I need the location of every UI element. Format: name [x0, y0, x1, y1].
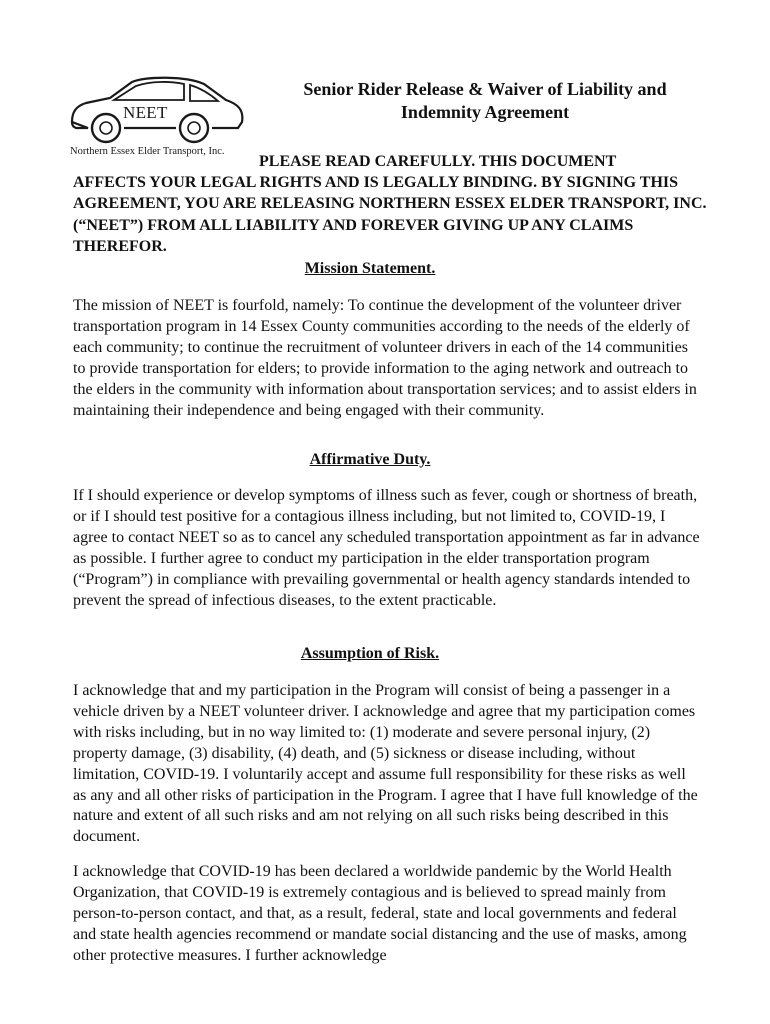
mission-paragraph: The mission of NEET is fourfold, namely: To continue the development of the volunteer driver transportation program in 14 Essex County communities according to the needs of the elderly of each community; to continue the recruitment of volunteer drivers in each of the 14 communities to provide transportation for elders; to provide information to the aging network and outreach to the elders in the community with information about transportation services; and to assist elders in maintaining their independence and being engaged with their community. [73, 297, 697, 419]
logo-caption: Northern Essex Elder Transport, Inc. [70, 146, 225, 157]
assumption-of-risk-paragraph-2: I acknowledge that COVID-19 has been declared a worldwide pandemic by the World Health Organization, that COVID-19 is extremely contagious and is believed to spread mainly from person-to-person contact, and that, as a result, federal, state and local governments and federal and state health agencies recommend or mandate social distancing and the use of masks, among other protective measures. I further acknowledge [73, 863, 687, 964]
warning-first-line: PLEASE READ CAREFULLY. THIS DOCUMENT [259, 153, 617, 170]
mission-heading: Mission Statement. [304, 260, 436, 277]
affirmative-duty-paragraph: If I should experience or develop symptoms of illness such as fever, cough or shortness of breath, or if I should test positive for a contagious illness including, but not limited to, COVID-19, I agree to contact NEET so as to cancel any scheduled transportation appointment as far in advance as possible. I further agree to conduct my participation in the elder transportation program (“Program”) in compliance with prevailing governmental or health agency standards intended to prevent the spread of infectious diseases, to the extent practicable. [73, 487, 700, 609]
neet-logo [66, 70, 246, 162]
document-title: Senior Rider Release & Waiver of Liability and Indemnity Agreement [303, 79, 667, 122]
legal-warning [73, 151, 713, 257]
assumption-of-risk-heading: Assumption of Risk. [300, 645, 440, 662]
assumption-of-risk-paragraph-1: I acknowledge that and my participation in the Program will consist of being a passenger in a vehicle driven by a NEET volunteer driver. I acknowledge and agree that my participation comes with risks including, but in no way limited to: (1) moderate and severe personal injury, (2) property damage, (3) disability, (4) death, and (5) sickness or disease including, without limitation, COVID-19. I voluntarily accept and assume full responsibility for these risks as well as any and all other risks of participation in the Program. I agree that I have full knowledge of the nature and extent of all such risks and am not relying on all such risks being described in this document. [73, 682, 698, 846]
logo-name: NEET [123, 103, 168, 122]
affirmative-duty-heading: Affirmative Duty. [309, 451, 431, 468]
warning-text: AFFECTS YOUR LEGAL RIGHTS AND IS LEGALLY BINDING. BY SIGNING THIS AGREEMENT, YOU ARE RELEASING NORTHERN ESSEX ELDER TRANSPORT, INC. (“NEET”) FROM ALL LIABILITY AND FOREVER GIVING UP ANY CLAIMS THEREFOR. [73, 174, 707, 255]
